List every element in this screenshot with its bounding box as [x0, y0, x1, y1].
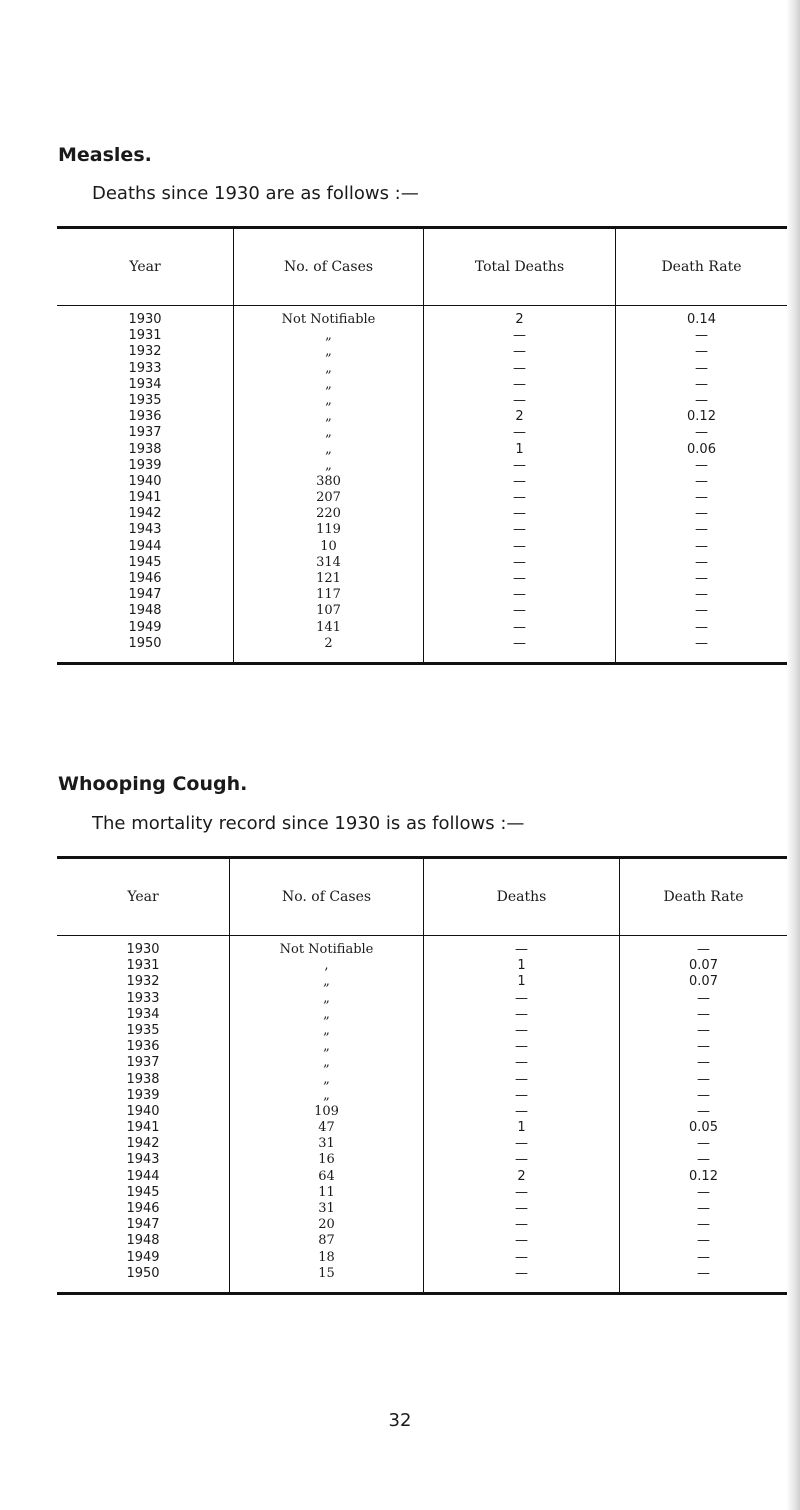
measles-cases-cell: 220: [316, 506, 341, 522]
whooping-cough-year-cell: 1941: [126, 1120, 160, 1136]
whooping-cough-year-column: [57, 936, 229, 1292]
whooping-cough-cases-cell: 18: [318, 1249, 335, 1265]
whooping-cough-deaths-cell: —: [515, 1071, 528, 1087]
measles-rate-cell: 0.06: [687, 441, 716, 457]
whooping-cough-heading: Whooping Cough.: [58, 773, 248, 795]
measles-year-cell: 1943: [128, 522, 162, 538]
whooping-cough-rate-cell: —: [697, 1006, 710, 1022]
measles-cases-cell: 380: [316, 473, 341, 489]
whooping-cough-rate-cell: —: [697, 1022, 710, 1038]
measles-cases-column: [233, 306, 423, 662]
measles-rate-cell: —: [695, 571, 708, 586]
measles-rate-column: [615, 306, 787, 662]
measles-cases-cell: 314: [316, 554, 341, 570]
measles-year-cell: 1950: [128, 635, 162, 651]
whooping-cough-cases-cell: „: [323, 1022, 330, 1038]
whooping-cough-year-cell: 1934: [126, 1006, 160, 1022]
whooping-cough-deaths-cell: —: [515, 1201, 528, 1216]
whooping-cough-deaths-cell: —: [515, 1152, 528, 1168]
measles-cases-cell: „: [325, 441, 332, 457]
whooping-cough-rate-cell: —: [697, 1103, 710, 1119]
whooping-cough-header-year: Year: [127, 889, 159, 905]
whooping-cough-header-deaths: Deaths: [423, 859, 619, 935]
whooping-cough-deaths-cell: —: [515, 990, 528, 1006]
whooping-cough-deaths-cell: —: [515, 1217, 528, 1233]
whooping-cough-deaths-cell: —: [515, 942, 528, 957]
whooping-cough-deaths-cell: 1: [517, 974, 526, 990]
whooping-cough-rate-column: [619, 936, 787, 1292]
whooping-cough-deaths-cell: 1: [517, 958, 526, 974]
whooping-cough-year-cell: 1938: [126, 1071, 160, 1087]
measles-deaths-cell: —: [513, 635, 526, 651]
measles-year-cell: 1947: [128, 587, 162, 603]
measles-rate-cell: —: [695, 603, 708, 619]
measles-intro: Deaths since 1930 are as follows :—: [92, 183, 419, 204]
measles-year-cell: 1931: [128, 328, 162, 344]
whooping-cough-cases-cell: 11: [318, 1184, 335, 1200]
whooping-cough-deaths-cell: —: [515, 1022, 528, 1038]
whooping-cough-cases-cell: Not Notifiable: [279, 942, 374, 957]
measles-deaths-cell: 2: [515, 409, 524, 425]
measles-cases-cell: „: [325, 409, 332, 425]
whooping-cough-deaths-cell: —: [515, 1039, 528, 1055]
measles-table-header: [57, 229, 787, 306]
whooping-cough-year-cell: 1933: [126, 990, 160, 1006]
whooping-cough-cases-cell: „: [323, 1071, 330, 1087]
measles-cases-cell: 141: [316, 619, 341, 635]
measles-cases-cell: „: [325, 360, 332, 376]
measles-header-cases: No. of Cases: [233, 229, 423, 305]
measles-year-cell: 1944: [128, 538, 162, 554]
measles-rate-cell: —: [695, 554, 708, 570]
whooping-cough-rate-cell: —: [697, 1071, 710, 1087]
whooping-cough-cases-cell: „: [323, 1055, 330, 1071]
measles-deaths-cell: —: [513, 538, 526, 554]
measles-year-cell: 1936: [128, 409, 162, 425]
measles-rate-cell: —: [695, 360, 708, 376]
measles-deaths-cell: —: [513, 522, 526, 538]
measles-rate-cell: —: [695, 425, 708, 441]
whooping-cough-deaths-cell: —: [515, 1184, 528, 1200]
measles-rate-cell: —: [695, 344, 708, 360]
whooping-cough-year-cell: 1950: [126, 1265, 160, 1281]
measles-rate-cell: —: [695, 490, 708, 506]
whooping-cough-year-cell: 1931: [126, 958, 160, 974]
whooping-cough-cases-cell: „: [323, 1006, 330, 1022]
measles-cases-cell: „: [325, 376, 332, 392]
measles-year-cell: 1932: [128, 344, 162, 360]
whooping-cough-deaths-cell: —: [515, 1249, 528, 1265]
measles-cases-cell: „: [325, 344, 332, 360]
measles-deaths-cell: —: [513, 490, 526, 506]
whooping-cough-year-cell: 1948: [126, 1233, 160, 1249]
measles-deaths-cell: —: [513, 506, 526, 522]
measles-table: [57, 226, 787, 665]
whooping-cough-rate-cell: —: [697, 990, 710, 1006]
whooping-cough-header-rate: Death Rate: [619, 859, 787, 935]
measles-deaths-cell: —: [513, 344, 526, 360]
whooping-cough-rate-cell: —: [697, 1201, 710, 1216]
whooping-cough-deaths-cell: —: [515, 1136, 528, 1152]
measles-deaths-cell: 1: [515, 441, 524, 457]
measles-year-cell: 1940: [128, 473, 162, 489]
measles-deaths-cell: —: [513, 473, 526, 489]
whooping-cough-rate-cell: —: [697, 1039, 710, 1055]
measles-cases-cell: „: [325, 392, 332, 408]
whooping-cough-cases-column: [229, 936, 423, 1292]
measles-rate-cell: —: [695, 506, 708, 522]
whooping-cough-rate-cell: 0.07: [689, 974, 718, 990]
whooping-cough-table: [57, 856, 787, 1295]
measles-rate-cell: —: [695, 635, 708, 651]
whooping-cough-cases-cell: „: [323, 990, 330, 1006]
measles-rate-cell: —: [695, 457, 708, 473]
whooping-cough-rate-cell: —: [697, 1249, 710, 1265]
measles-deaths-cell: 2: [515, 312, 524, 327]
measles-rate-cell: —: [695, 376, 708, 392]
measles-rate-cell: 0.14: [687, 312, 716, 327]
measles-rate-cell: —: [695, 392, 708, 408]
measles-year-cell: 1948: [128, 603, 162, 619]
measles-header-year: Year: [129, 259, 161, 275]
whooping-cough-cases-cell: 15: [318, 1265, 335, 1281]
measles-year-cell: 1945: [128, 554, 162, 570]
measles-header-deaths: Total Deaths: [423, 229, 615, 305]
measles-cases-cell: 10: [320, 538, 337, 554]
whooping-cough-rate-cell: 0.12: [689, 1168, 718, 1184]
whooping-cough-cases-cell: 47: [318, 1120, 335, 1136]
whooping-cough-cases-cell: „: [323, 1039, 330, 1055]
page-edge-shadow: [786, 0, 800, 1510]
whooping-cough-rate-cell: —: [697, 1055, 710, 1071]
whooping-cough-deaths-cell: —: [515, 1233, 528, 1249]
measles-deaths-cell: —: [513, 619, 526, 635]
measles-cases-cell: 107: [316, 603, 341, 619]
measles-year-cell: 1937: [128, 425, 162, 441]
measles-rate-cell: 0.12: [687, 409, 716, 425]
measles-cases-cell: 121: [316, 571, 341, 586]
measles-year-cell: 1949: [128, 619, 162, 635]
whooping-cough-rate-cell: —: [697, 1217, 710, 1233]
whooping-cough-table-header: [57, 859, 787, 936]
whooping-cough-deaths-column: [423, 936, 619, 1292]
measles-rate-cell: —: [695, 473, 708, 489]
measles-rate-cell: —: [695, 538, 708, 554]
measles-year-cell: 1939: [128, 457, 162, 473]
measles-deaths-cell: —: [513, 360, 526, 376]
whooping-cough-cases-cell: 64: [318, 1168, 335, 1184]
measles-deaths-cell: —: [513, 571, 526, 586]
whooping-cough-cases-cell: 31: [318, 1201, 335, 1216]
whooping-cough-rate-cell: —: [697, 1233, 710, 1249]
measles-deaths-cell: —: [513, 376, 526, 392]
whooping-cough-deaths-cell: —: [515, 1103, 528, 1119]
measles-rate-cell: —: [695, 587, 708, 603]
whooping-cough-deaths-cell: —: [515, 1006, 528, 1022]
measles-deaths-cell: —: [513, 425, 526, 441]
whooping-cough-deaths-cell: 2: [517, 1168, 526, 1184]
measles-year-cell: 1946: [128, 571, 162, 586]
measles-header-rate: Death Rate: [615, 229, 787, 305]
measles-deaths-cell: —: [513, 328, 526, 344]
whooping-cough-deaths-cell: 1: [517, 1120, 526, 1136]
whooping-cough-year-cell: 1937: [126, 1055, 160, 1071]
whooping-cough-cases-cell: 87: [318, 1233, 335, 1249]
whooping-cough-rate-cell: —: [697, 1152, 710, 1168]
whooping-cough-cases-cell: „: [323, 1087, 330, 1103]
measles-cases-cell: „: [325, 425, 332, 441]
whooping-cough-rate-cell: —: [697, 1136, 710, 1152]
whooping-cough-rate-cell: —: [697, 942, 710, 957]
whooping-cough-rate-cell: 0.05: [689, 1120, 718, 1136]
whooping-cough-rate-cell: —: [697, 1087, 710, 1103]
measles-deaths-cell: —: [513, 587, 526, 603]
whooping-cough-cases-cell: „: [323, 974, 330, 990]
whooping-cough-table-body: [57, 936, 787, 1292]
whooping-cough-year-cell: 1942: [126, 1136, 160, 1152]
whooping-cough-deaths-cell: —: [515, 1087, 528, 1103]
measles-year-cell: 1942: [128, 506, 162, 522]
measles-deaths-cell: —: [513, 554, 526, 570]
measles-cases-cell: 119: [316, 522, 341, 538]
whooping-cough-cases-cell: 31: [318, 1136, 335, 1152]
measles-cases-cell: Not Notifiable: [281, 312, 376, 327]
measles-year-cell: 1933: [128, 360, 162, 376]
whooping-cough-year-cell: 1949: [126, 1249, 160, 1265]
whooping-cough-intro: The mortality record since 1930 is as follows :—: [92, 813, 525, 834]
whooping-cough-year-cell: 1945: [126, 1184, 160, 1200]
whooping-cough-cases-cell: 16: [318, 1152, 335, 1168]
measles-cases-cell: 117: [316, 587, 341, 603]
measles-deaths-cell: —: [513, 392, 526, 408]
measles-year-cell: 1930: [128, 312, 162, 327]
measles-deaths-cell: —: [513, 603, 526, 619]
whooping-cough-cases-cell: 109: [314, 1103, 339, 1119]
measles-deaths-column: [423, 306, 615, 662]
whooping-cough-rate-cell: 0.07: [689, 958, 718, 974]
whooping-cough-year-cell: 1943: [126, 1152, 160, 1168]
measles-table-body: [57, 306, 787, 662]
measles-rate-cell: —: [695, 619, 708, 635]
measles-heading: Measles.: [58, 144, 152, 166]
measles-year-column: [57, 306, 233, 662]
whooping-cough-year-cell: 1946: [126, 1201, 160, 1216]
measles-rate-cell: —: [695, 328, 708, 344]
whooping-cough-year-cell: 1940: [126, 1103, 160, 1119]
whooping-cough-cases-cell: 20: [318, 1217, 335, 1233]
measles-year-cell: 1934: [128, 376, 162, 392]
measles-cases-cell: „: [325, 328, 332, 344]
whooping-cough-year-cell: 1936: [126, 1039, 160, 1055]
whooping-cough-rate-cell: —: [697, 1265, 710, 1281]
whooping-cough-rate-cell: —: [697, 1184, 710, 1200]
measles-deaths-cell: —: [513, 457, 526, 473]
measles-cases-cell: 207: [316, 490, 341, 506]
whooping-cough-year-cell: 1930: [126, 942, 160, 957]
whooping-cough-deaths-cell: —: [515, 1265, 528, 1281]
whooping-cough-cases-cell: ,: [324, 958, 329, 974]
whooping-cough-year-cell: 1939: [126, 1087, 160, 1103]
measles-rate-cell: —: [695, 522, 708, 538]
whooping-cough-year-cell: 1947: [126, 1217, 160, 1233]
measles-cases-cell: 2: [324, 635, 333, 651]
whooping-cough-year-cell: 1944: [126, 1168, 160, 1184]
whooping-cough-year-cell: 1932: [126, 974, 160, 990]
whooping-cough-deaths-cell: —: [515, 1055, 528, 1071]
page-number: 32: [388, 1410, 412, 1431]
measles-cases-cell: „: [325, 457, 332, 473]
measles-year-cell: 1938: [128, 441, 162, 457]
measles-year-cell: 1941: [128, 490, 162, 506]
whooping-cough-header-cases: No. of Cases: [229, 859, 423, 935]
measles-year-cell: 1935: [128, 392, 162, 408]
whooping-cough-year-cell: 1935: [126, 1022, 160, 1038]
